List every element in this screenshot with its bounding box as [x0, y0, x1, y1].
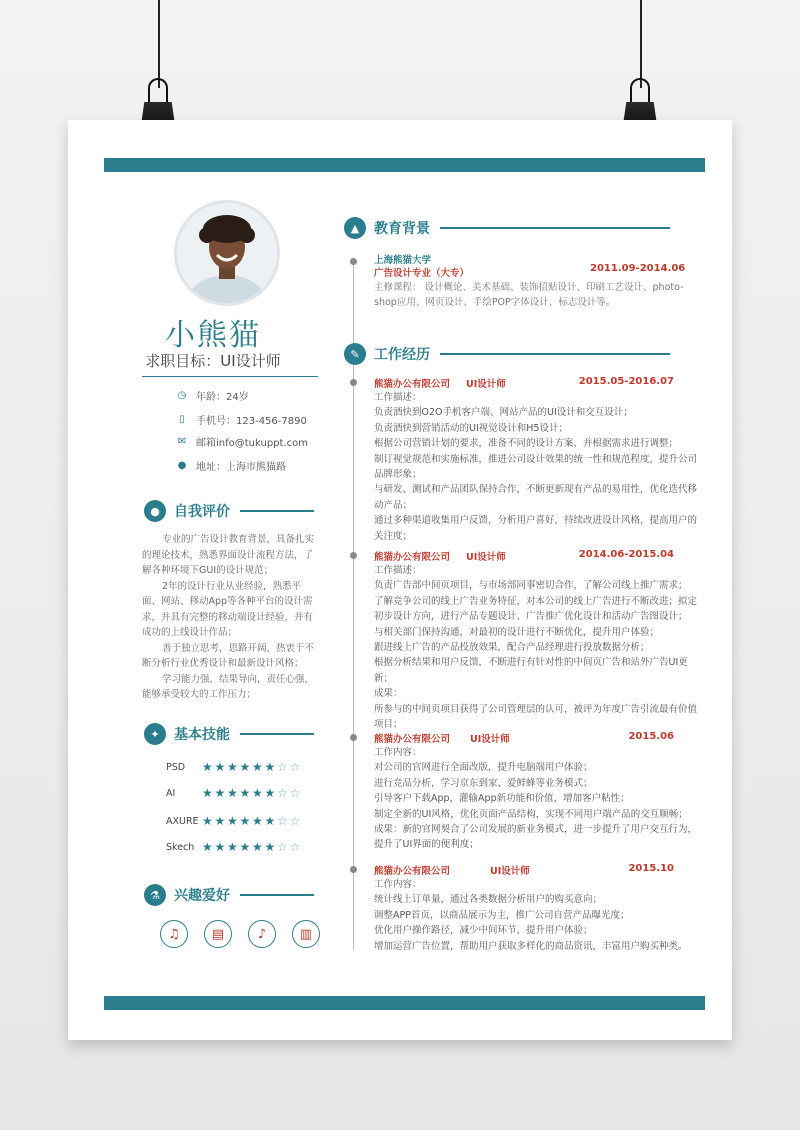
description-line: 对公司的官网进行全面改版，提升电脑端用户体验； — [374, 762, 593, 774]
work-description — [374, 877, 704, 954]
star-icon: ★ — [202, 840, 213, 854]
courses: 主修课程： 设计概论、美术基础、装饰招贴设计、印刷工艺设计、photo-shop应用、网页设计、手绘POP字体设计、标志设计等。 — [374, 282, 684, 309]
star-icon: ☆ — [277, 840, 288, 854]
education-header — [344, 217, 670, 239]
description-line: 制定全新的UI风格，优化页面产品结构，实现不同用户端产品的交互顺畅； — [374, 808, 688, 820]
description-line: 跟进线上广告的产品投放效果，配合产品经理进行投放数据分析； — [374, 642, 650, 654]
self-eval-title: 自我评价 — [174, 504, 230, 520]
job-target: 求职目标：UI设计师 — [145, 352, 281, 370]
major: 广告设计专业（大专） — [374, 268, 470, 279]
star-icon: ★ — [252, 814, 263, 828]
skill-rating — [202, 815, 302, 827]
star-icon: ☆ — [277, 786, 288, 800]
company-name: 熊猫办公有限公司 — [374, 379, 451, 390]
role-title: UI设计师 — [466, 379, 506, 390]
avatar — [174, 200, 280, 306]
description-line: 调整APP首页，以商品展示为主，推广公司自营产品曝光度； — [374, 909, 630, 921]
skill-row — [166, 815, 302, 827]
role-title: UI设计师 — [466, 552, 506, 563]
work-date: 2015.10 — [628, 863, 674, 874]
guitar-icon: ♪ — [248, 920, 276, 948]
info-address: ● 地址：上海市熊猫路 — [177, 460, 286, 473]
description-line: 工作内容： — [374, 747, 422, 758]
work-date: 2014.06-2015.04 — [578, 549, 674, 560]
skills-title: 基本技能 — [174, 727, 230, 743]
description-line: 通过多种渠道收集用户反馈，分析用户喜好，持续改进设计风格，提高用户的关注度； — [374, 515, 698, 542]
role-title: UI设计师 — [490, 866, 530, 877]
skill-row — [166, 787, 302, 799]
star-icon: ★ — [264, 786, 276, 800]
work-date: 2015.05-2016.07 — [578, 376, 674, 387]
description-line: 优化用户操作路径，减少中间环节，提升用户体验； — [374, 925, 593, 937]
skill-row — [166, 841, 302, 853]
self-eval-header — [144, 500, 314, 522]
star-icon: ★ — [202, 814, 213, 828]
headphones-icon: ♫ — [160, 920, 188, 948]
star-icon: ★ — [214, 760, 226, 774]
star-icon: ★ — [214, 814, 226, 828]
star-icon: ★ — [227, 840, 238, 854]
top-accent-bar — [104, 158, 705, 172]
skill-label: PSD — [166, 761, 186, 773]
star-icon: ★ — [227, 814, 238, 828]
description-line: 负责酒快到营销活动的UI视觉设计和H5设计； — [374, 422, 568, 434]
star-icon: ★ — [264, 760, 276, 774]
info-age: ◷ 年龄：24岁 — [177, 390, 249, 403]
star-icon: ☆ — [289, 760, 301, 774]
phone-icon: ▯ — [179, 414, 185, 425]
star-icon: ★ — [202, 786, 213, 800]
description-line: 制订视觉规范和实施标准，推进公司设计效果的统一性和规范程度，提升公司品牌形象； — [374, 453, 698, 481]
hanging-wire-left — [158, 0, 160, 88]
star-icon: ☆ — [289, 786, 301, 800]
info-phone: ▯ 手机号：123-456-7890 — [176, 412, 307, 427]
star-icon: ★ — [227, 786, 238, 800]
description-line: 增加运营广告位置，帮助用户获取多样化的商品资讯，丰富用户购买种类。 — [374, 940, 688, 952]
mail-icon: ✉ — [177, 436, 187, 447]
hobbies-title: 兴趣爱好 — [174, 888, 230, 904]
star-icon: ☆ — [277, 814, 288, 828]
description-line: 成果：新的官网契合了公司发展的新业务模式，进一步提升了用户交互行为，提升了UI界面的便利度； — [374, 824, 698, 851]
description-line: 负责酒快到O2O手机客户端、网站产品的UI设计和交互设计； — [374, 407, 633, 419]
skill-label: AXURE — [166, 815, 199, 827]
divider — [142, 376, 318, 377]
star-icon: ★ — [252, 786, 263, 800]
education-title: 教育背景 — [374, 221, 430, 237]
star-icon: ☆ — [277, 760, 288, 774]
graduation-cap-icon: ▲ — [344, 217, 366, 239]
skill-rating — [202, 841, 302, 853]
company-name: 熊猫办公有限公司 — [374, 734, 451, 745]
skill-row — [166, 761, 302, 773]
company-name: 熊猫办公有限公司 — [374, 552, 451, 563]
description-line: 进行竞品分析，学习京东到家、爱鲜蜂等业务模式； — [374, 777, 593, 789]
star-icon: ★ — [252, 840, 263, 854]
resume-page — [68, 120, 732, 1040]
star-icon: ★ — [252, 760, 263, 774]
self-eval-text: 专业的广告设计教育背景，具备扎实的理论技术，熟悉界面设计流程方法，了解各种环境下GUI的设计规范； 2年的设计行业从业经验，熟悉平面、网站、移动App等各种平台的设计需求，并具有完整的移动端设计经验，并有成功的上线设计作品； 善于独立思考，思路开阔，热衷于不断分析行业优秀设计和最新设计风格； 学习能力强，结果导向，责任心强，能够承受较大的工作压力； — [142, 534, 315, 700]
clock-icon: ◷ — [177, 390, 187, 401]
star-icon: ★ — [239, 814, 251, 828]
wrench-icon: ✎ — [344, 343, 366, 365]
book-icon: ▤ — [204, 920, 232, 948]
star-icon: ★ — [214, 840, 226, 854]
star-icon: ☆ — [289, 814, 301, 828]
work-title: 工作经历 — [374, 347, 430, 363]
user-icon: ● — [144, 500, 166, 522]
description-line: 根据公司营销计划的要求，准备不同的设计方案，并根据需求进行调整； — [374, 438, 679, 450]
description-line: 统计线上订单量，通过各类数据分析用户的购买意向； — [374, 894, 603, 906]
star-icon: ★ — [239, 786, 251, 800]
hanging-wire-right — [640, 0, 642, 88]
info-email: ✉ 邮箱info@tukuppt.com — [177, 436, 308, 449]
skill-rating — [202, 761, 302, 773]
description-line: 了解竞争公司的线上广告业务特征，对本公司的线上广告进行不断改进；拟定初步设计方向，进行产品专题设计、广告推广优化设计和活动广告图设计； — [374, 595, 698, 623]
description-line: 工作描述： — [374, 565, 422, 576]
piano-icon: ▥ — [292, 920, 320, 948]
bottom-accent-bar — [104, 996, 705, 1010]
star-icon: ★ — [227, 760, 238, 774]
star-icon: ★ — [202, 760, 213, 774]
work-header — [344, 343, 670, 365]
skill-label: Skech — [166, 841, 195, 853]
star-icon: ★ — [264, 840, 276, 854]
description-line: 与研发、测试和产品团队保持合作，不断更新现有产品的易用性，优化迭代移动产品； — [374, 484, 698, 511]
work-description — [374, 390, 704, 544]
description-line: 工作内容： — [374, 879, 422, 890]
candidate-name: 小熊猫 — [165, 318, 261, 353]
work-date: 2015.06 — [628, 731, 674, 742]
star-icon: ★ — [214, 786, 226, 800]
description-line: 成果： — [374, 688, 403, 700]
skill-label: AI — [166, 787, 176, 799]
education-date: 2011.09-2014.06 — [590, 263, 686, 274]
lightbulb-icon: ✦ — [144, 723, 166, 745]
school-name: 上海熊猫大学 — [374, 255, 432, 266]
star-icon: ★ — [239, 840, 251, 854]
star-icon: ★ — [264, 814, 276, 828]
star-icon: ★ — [239, 760, 251, 774]
flask-icon: ⚗ — [144, 884, 166, 906]
star-icon: ☆ — [289, 840, 301, 854]
description-line: 负责广告部中间页项目，与市场部同事密切合作，了解公司线上推广需求； — [374, 580, 688, 592]
hobbies-header — [144, 884, 314, 906]
description-line: 根据分析结果和用户反馈，不断进行有针对性的中间页广告和站外广告UI更新； — [374, 657, 688, 684]
description-line: 引导客户下载App，灌输App新功能和价值，增加客户粘性； — [374, 793, 630, 805]
description-line: 所参与的中间页项目获得了公司管理层的认可，被评为年度广告引流最有价值项目； — [374, 703, 698, 731]
description-line: 与相关部门保持沟通，对最初的设计进行不断优化，提升用户体验； — [374, 626, 660, 638]
role-title: UI设计师 — [470, 734, 510, 745]
work-description — [374, 745, 704, 853]
skills-header — [144, 723, 314, 745]
company-name: 熊猫办公有限公司 — [374, 866, 451, 877]
work-description — [374, 563, 704, 732]
hobby-icons — [160, 920, 336, 948]
description-line: 工作描述： — [374, 392, 422, 403]
location-pin-icon: ● — [177, 460, 187, 471]
skill-rating — [202, 787, 302, 799]
